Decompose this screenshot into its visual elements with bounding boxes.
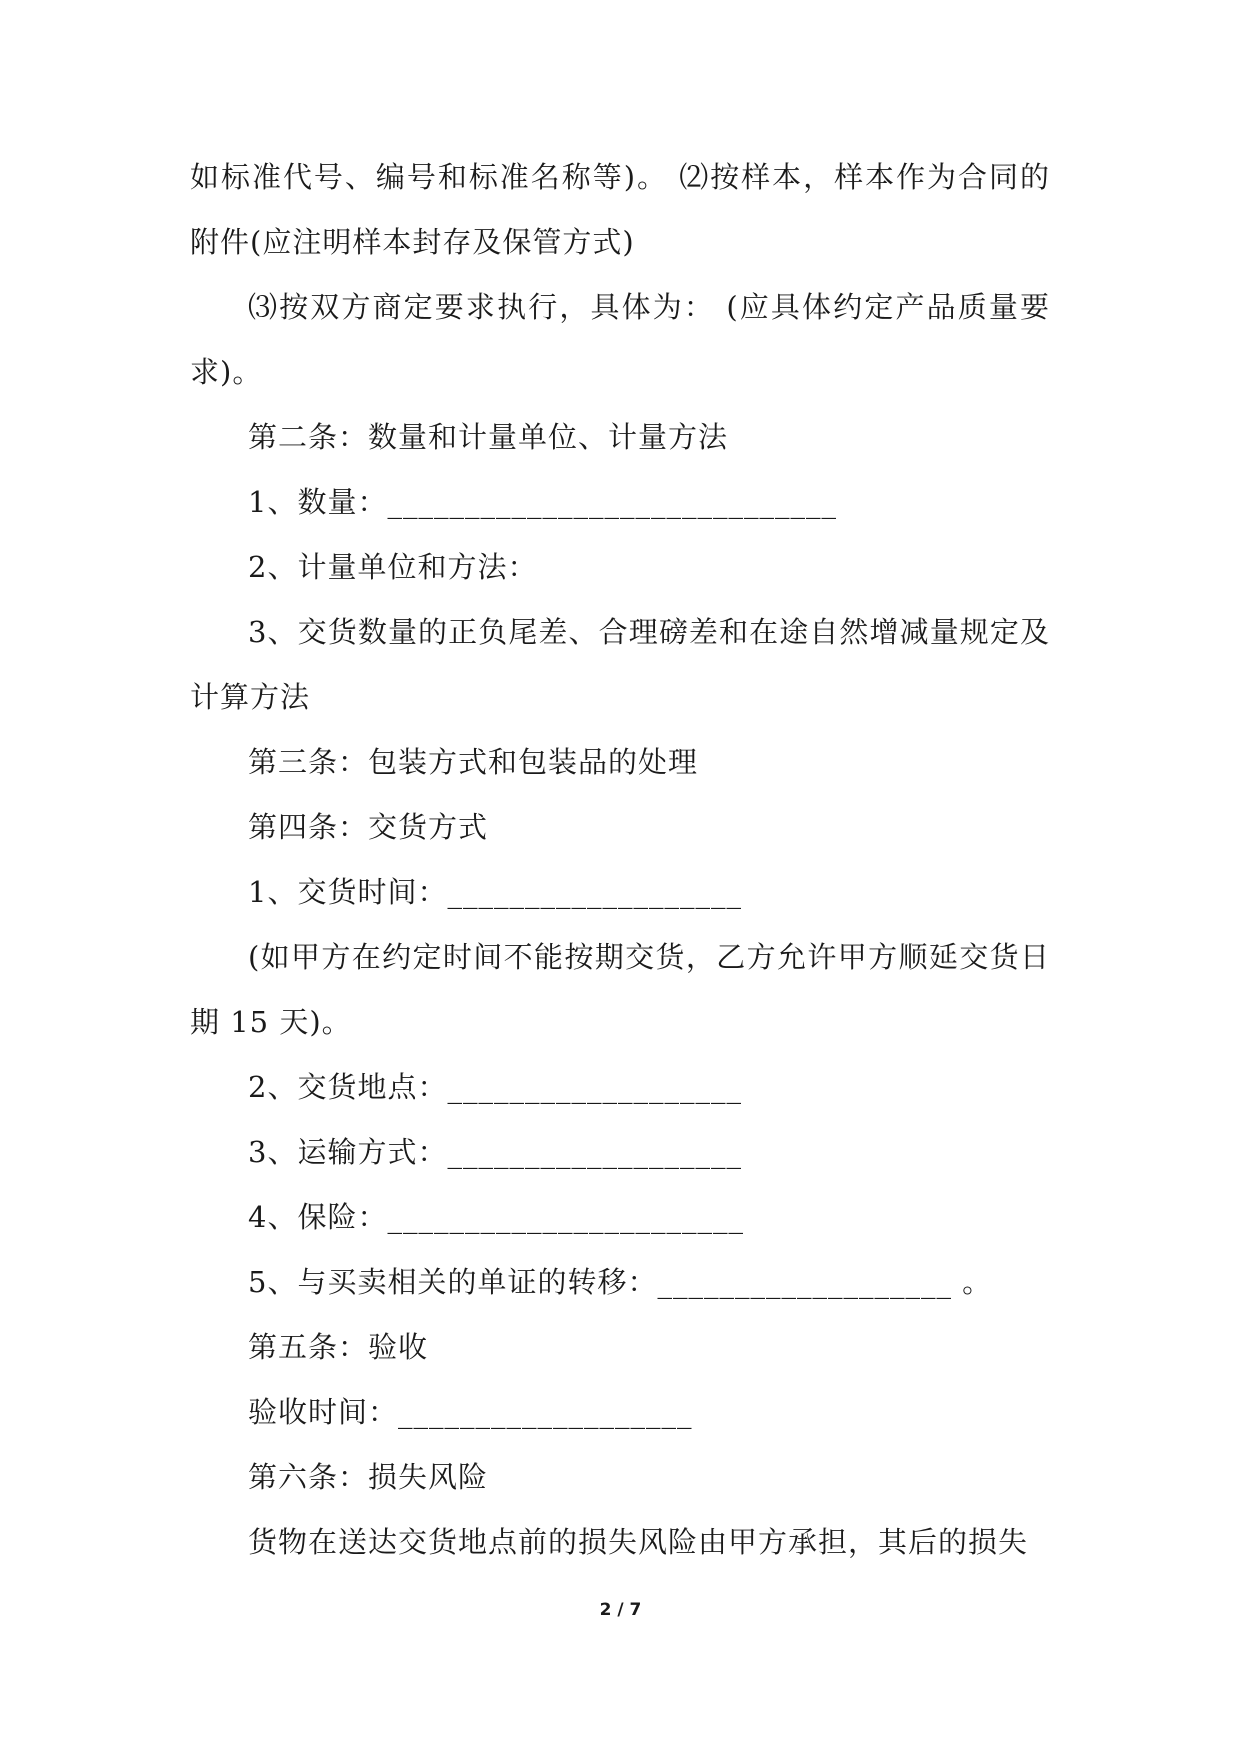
heading-article-5: 第五条：验收 [248,1330,429,1364]
field-delivery-place: 2、交货地点：___________________ [248,1070,742,1104]
heading-article-4: 第四条：交货方式 [248,810,489,844]
heading-article-6: 第六条：损失风险 [248,1460,489,1494]
document-body [190,145,1050,1575]
field-acceptance-time: 验收时间：___________________ [248,1395,693,1429]
paragraph-quality-standard: 如标准代号、编号和标准名称等)。 ⑵按样本，样本作为合同的附件(应注明样本封存及保管方式) [190,160,1050,259]
field-insurance: 4、保险：_______________________ [248,1200,744,1234]
paragraph-loss-risk: 货物在送达交货地点前的损失风险由甲方承担，其后的损失 [248,1525,1029,1559]
heading-article-3: 第三条：包装方式和包装品的处理 [248,745,699,779]
field-document-transfer: 5、与买卖相关的单证的转移：___________________ 。 [248,1265,993,1299]
paragraph-agreed-requirements: ⑶按双方商定要求执行，具体为： (应具体约定产品质量要求)。 [190,290,1050,389]
field-quantity: 1、数量：_____________________________ [248,485,837,519]
paragraph-tolerance: 3、交货数量的正负尾差、合理磅差和在途自然增减量规定及计算方法 [190,615,1050,714]
paragraph-delivery-extension: (如甲方在约定时间不能按期交货，乙方允许甲方顺延交货日期 15 天)。 [190,940,1050,1039]
heading-article-2: 第二条：数量和计量单位、计量方法 [248,420,729,454]
field-delivery-time: 1、交货时间：___________________ [248,875,742,909]
page-number: 2 / 7 [599,1600,642,1620]
field-transport-method: 3、运输方式：___________________ [248,1135,742,1169]
field-unit-method: 2、计量单位和方法： [248,550,538,584]
